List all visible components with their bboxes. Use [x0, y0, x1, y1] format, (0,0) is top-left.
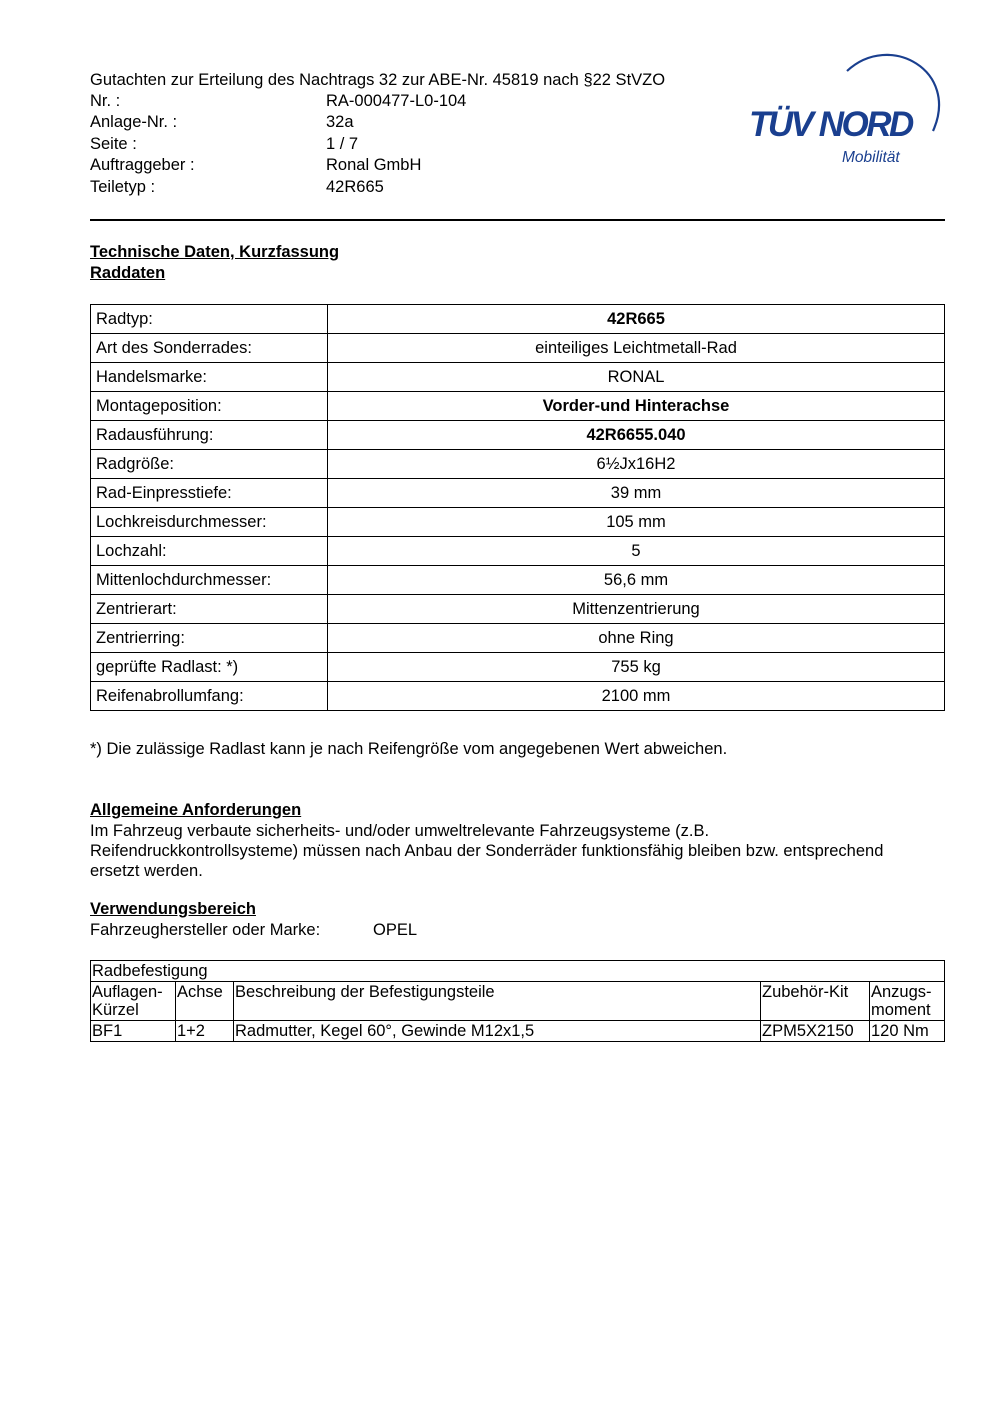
meta-label: Seite :: [90, 134, 137, 153]
table-row: [91, 392, 945, 421]
row-label: geprüfte Radlast: *): [91, 653, 328, 682]
table-row: [91, 682, 945, 711]
table-row: [91, 1021, 945, 1042]
table-row: [91, 479, 945, 508]
table-row: [91, 595, 945, 624]
table-row: [91, 450, 945, 479]
meta-label: Anlage-Nr. :: [90, 113, 178, 132]
meta-label: Teiletyp :: [90, 177, 156, 196]
section-technische-daten: [90, 242, 339, 284]
raddaten-table: [90, 304, 945, 711]
logo-sub-text: Mobilität: [842, 149, 900, 166]
table-row: [91, 334, 945, 363]
section-title: Verwendungsbereich: [90, 900, 256, 918]
meta-label: Auftraggeber :: [90, 156, 195, 175]
meta-row-auftraggeber: [90, 155, 466, 176]
table-title: Radbefestigung: [91, 961, 945, 982]
col-header: Anzugs- moment: [870, 982, 945, 1021]
row-label: Rad-Einpresstiefe:: [91, 479, 328, 508]
row-value: Vorder-und Hinterachse: [328, 392, 945, 421]
cell: 1+2: [176, 1021, 234, 1042]
meta-row-teiletyp: [90, 177, 466, 198]
manufacturer-label: Fahrzeughersteller oder Marke:: [90, 921, 321, 939]
table-row: [91, 537, 945, 566]
tuev-nord-logo-graphic: [745, 46, 950, 171]
logo-brand-text: TÜV NORD: [749, 105, 912, 144]
row-label: Mittenlochdurchmesser:: [91, 566, 328, 595]
section-title: Allgemeine Anforderungen: [90, 801, 302, 819]
meta-value: 32a: [326, 113, 354, 132]
row-label: Handelsmarke:: [91, 363, 328, 392]
meta-label: Nr. :: [90, 92, 121, 110]
manufacturer-value: OPEL: [373, 921, 418, 939]
header-meta: [90, 91, 466, 198]
document-title: Gutachten zur Erteilung des Nachtrags 32 zur ABE-Nr. 45819 nach §22 StVZO: [90, 71, 666, 89]
row-value: 2100 mm: [328, 682, 945, 711]
table-row: [91, 421, 945, 450]
cell: Radmutter, Kegel 60°, Gewinde M12x1,5: [234, 1021, 761, 1042]
section-subtitle: Raddaten: [90, 264, 166, 282]
tuev-nord-logo: [745, 46, 950, 171]
row-value: 755 kg: [328, 653, 945, 682]
row-label: Reifenabrollumfang:: [91, 682, 328, 711]
row-label: Zentrierring:: [91, 624, 328, 653]
col-header: Achse: [176, 982, 234, 1021]
col-header: Beschreibung der Befestigungsteile: [234, 982, 761, 1021]
row-label: Zentrierart:: [91, 595, 328, 624]
col-header: Zubehör-Kit: [761, 982, 870, 1021]
meta-value: 1 / 7: [326, 134, 359, 153]
cell: BF1: [91, 1021, 176, 1042]
row-value: 42R665: [328, 305, 945, 334]
table-row: [91, 508, 945, 537]
row-value: 105 mm: [328, 508, 945, 537]
meta-value: 42R665: [326, 177, 384, 196]
table-title-row: [91, 961, 945, 982]
table-row: [91, 624, 945, 653]
row-label: Radausführung:: [91, 421, 328, 450]
col-header: Auflagen- Kürzel: [91, 982, 176, 1021]
row-value: 6½Jx16H2: [328, 450, 945, 479]
meta-row-nr: [90, 91, 466, 112]
radbefestigung-table: [90, 960, 945, 1042]
row-value: Mittenzentrierung: [328, 595, 945, 624]
anforderungen-text: Im Fahrzeug verbaute sicherheits- und/oder umweltrelevante Fahrzeugsysteme (z.B. Reifendruckkontrollsysteme) müssen nach Anbau der Sonderräder funktionsfähig bleiben bzw. entsprechend ersetzt werden.: [90, 822, 884, 880]
cell: 120 Nm: [870, 1021, 945, 1042]
manufacturer-row: [90, 920, 417, 940]
section-verwendungsbereich: [90, 899, 417, 940]
section-anforderungen: [90, 800, 890, 881]
row-value: 5: [328, 537, 945, 566]
table-row: [91, 566, 945, 595]
cell: ZPM5X2150: [761, 1021, 870, 1042]
section-title: Technische Daten, Kurzfassung: [90, 243, 340, 261]
radlast-footnote: *) Die zulässige Radlast kann je nach Reifengröße vom angegebenen Wert abweichen.: [90, 740, 728, 758]
row-value: einteiliges Leichtmetall-Rad: [328, 334, 945, 363]
table-row: [91, 363, 945, 392]
meta-row-seite: [90, 134, 466, 155]
row-value: 39 mm: [328, 479, 945, 508]
meta-value: RA-000477-L0-104: [326, 92, 467, 110]
row-label: Radtyp:: [91, 305, 328, 334]
row-value: 56,6 mm: [328, 566, 945, 595]
row-label: Lochkreisdurchmesser:: [91, 508, 328, 537]
row-value: RONAL: [328, 363, 945, 392]
meta-value: Ronal GmbH: [326, 156, 422, 175]
row-label: Art des Sonderrades:: [91, 334, 328, 363]
row-value: ohne Ring: [328, 624, 945, 653]
table-row: [91, 653, 945, 682]
row-label: Montageposition:: [91, 392, 328, 421]
header-divider: [90, 219, 945, 221]
row-value: 42R6655.040: [328, 421, 945, 450]
meta-row-anlage: [90, 112, 466, 133]
table-row: [91, 305, 945, 334]
table-header-row: [91, 982, 945, 1021]
row-label: Radgröße:: [91, 450, 328, 479]
row-label: Lochzahl:: [91, 537, 328, 566]
